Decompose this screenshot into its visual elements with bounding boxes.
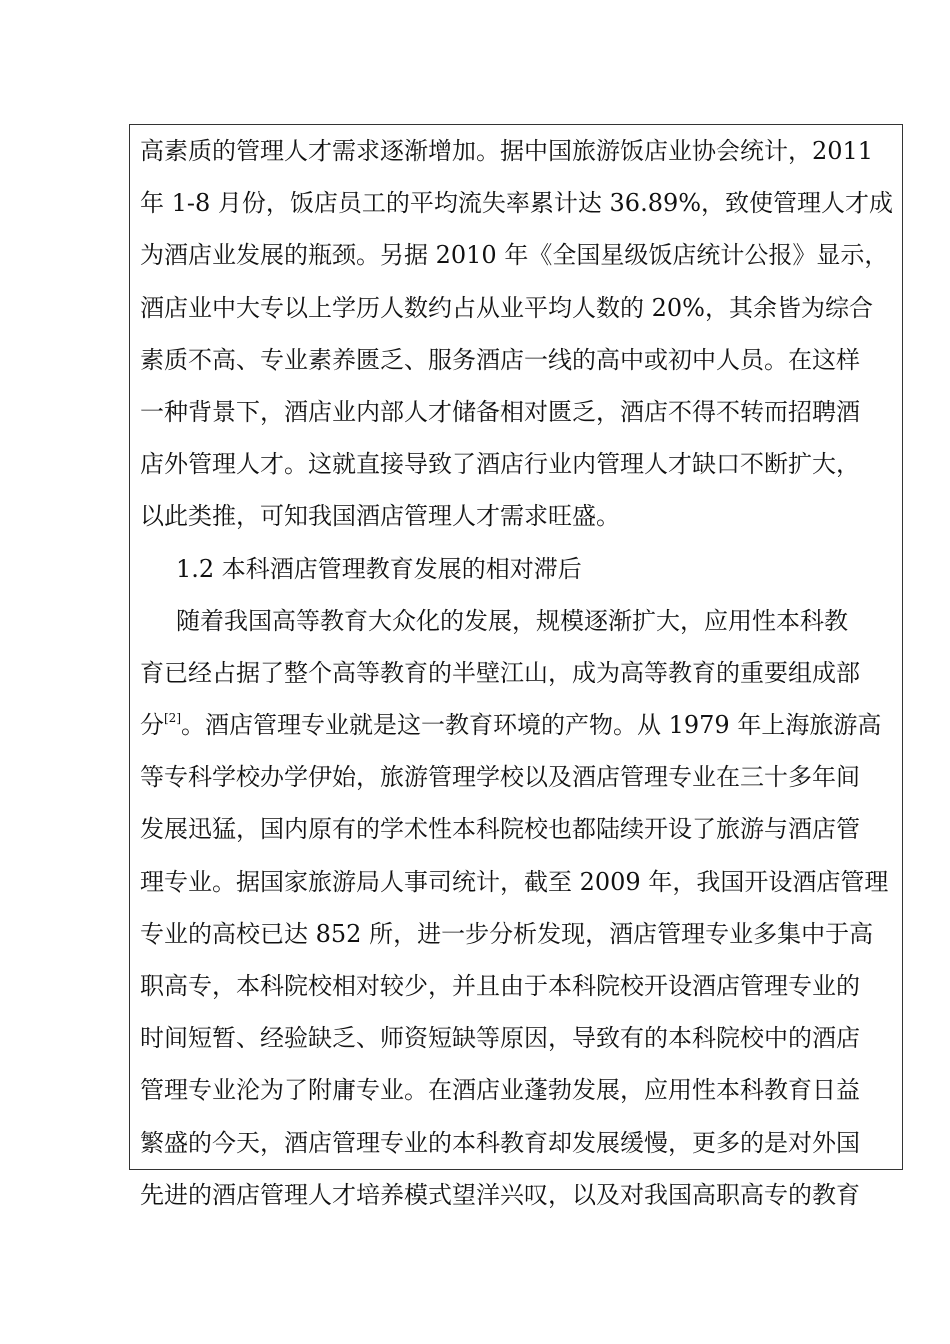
text-line: 等专科学校办学伊始，旅游管理学校以及酒店管理专业在三十多年间 [140,763,860,792]
text-line: 管理专业沦为了附庸专业。在酒店业蓬勃发展，应用性本科教育日益 [140,1076,860,1105]
text-line: 专业的高校已达 852 所，进一步分析发现，酒店管理专业多集中于高 [140,919,874,948]
text-line: 高素质的管理人才需求逐渐增加。据中国旅游饭店业协会统计，2011 [140,137,874,165]
text-line: 年 1-8 月份，饭店员工的平均流失率累计达 36.89%，致使管理人才成 [140,189,894,218]
document-body [140,125,896,1221]
text-line: 素质不高、专业素养匮乏、服务酒店一线的高中或初中人员。在这样 [140,345,860,374]
text-line: 职高专，本科院校相对较少，并且由于本科院校开设酒店管理专业的 [140,972,860,1000]
text-fragment: 。酒店管理专业就是这一教育环境的产物。从 1979 年上海旅游高 [181,711,882,740]
text-line: 酒店业中大专以上学历人数约占从业平均人数的 20%，其余皆为综合 [140,293,873,322]
text-line: 一种背景下，酒店业内部人才储备相对匮乏，酒店不得不转而招聘酒 [140,397,860,426]
text-line: 理专业。据国家旅游局人事司统计，截至 2009 年，我国开设酒店管理 [140,867,889,896]
citation-ref: [2] [164,711,181,726]
text-line: 繁盛的今天，酒店管理专业的本科教育却发展缓慢，更多的是对外国 [140,1128,860,1157]
text-line: 发展迅猛，国内原有的学术性本科院校也都陆续开设了旅游与酒店管 [140,815,860,844]
text-line: 以此类推，可知我国酒店管理人才需求旺盛。 [140,502,620,531]
text-line: 店外管理人才。这就直接导致了酒店行业内管理人才缺口不断扩大， [140,450,860,479]
text-line: 为酒店业发展的瓶颈。另据 2010 年《全国星级饭店统计公报》显示， [140,241,889,270]
text-line-with-citation [140,699,896,751]
text-line: 随着我国高等教育大众化的发展，规模逐渐扩大，应用性本科教 [176,606,848,635]
section-heading: 1.2 本科酒店管理教育发展的相对滞后 [176,554,582,583]
text-line: 先进的酒店管理人才培养模式望洋兴叹，以及对我国高职高专的教育 [140,1180,860,1209]
document-frame [129,124,903,1209]
text-line: 育已经占据了整个高等教育的半壁江山，成为高等教育的重要组成部 [140,658,860,687]
text-line: 时间短暂、经验缺乏、师资短缺等原因，导致有的本科院校中的酒店 [140,1024,860,1053]
text-fragment: 分 [140,711,164,740]
